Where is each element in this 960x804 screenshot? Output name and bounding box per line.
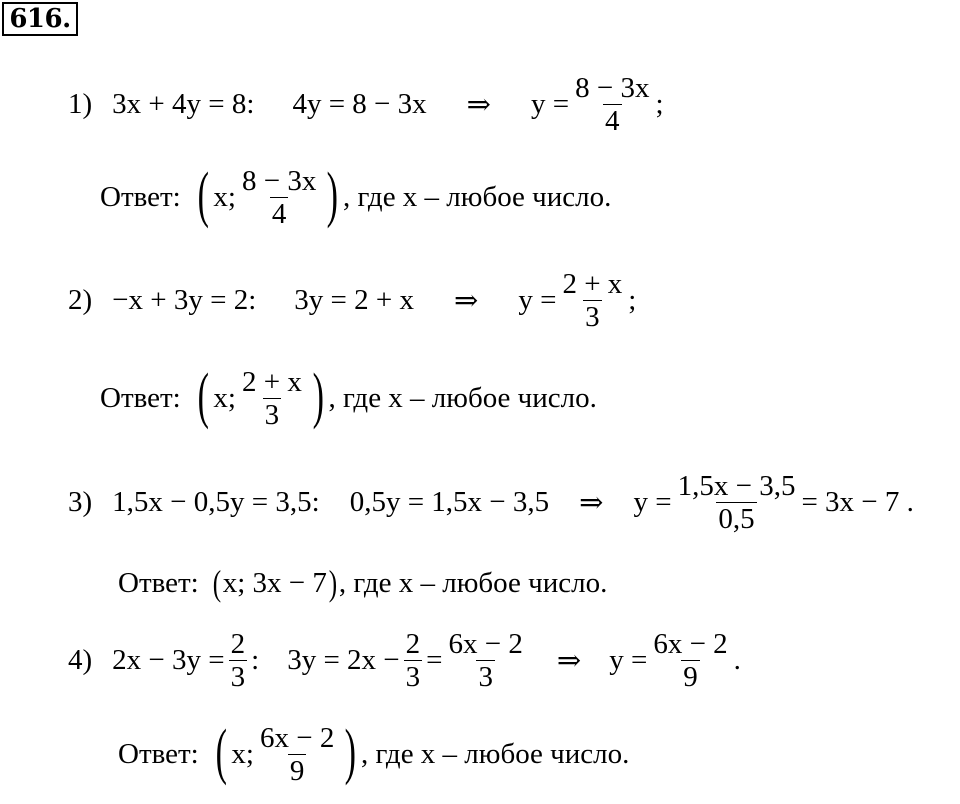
answer-label: Ответ:	[118, 566, 199, 599]
fraction-numerator: 2	[230, 628, 246, 660]
item-3-label: 3)	[68, 486, 93, 518]
implies-arrow: ⇒	[454, 285, 479, 317]
answer-fraction	[240, 366, 304, 431]
item-3-result-lhs: y =	[633, 486, 672, 518]
answer-tail: , где x – любое число.	[342, 181, 612, 213]
item-1-solution	[68, 72, 664, 137]
item-4-equation-lhs: 2x − 3y =	[112, 644, 225, 676]
fraction-numerator: 8 − 3x	[575, 72, 650, 104]
item-2-answer: Ответ: ( x; $\frac{2 + x}{3}$ ) , где x – любое число.	[100, 361, 597, 431]
item-3-result-end: = 3x − 7 .	[801, 486, 914, 518]
fraction-denominator: 3	[264, 399, 280, 431]
item-3-equation: 1,5x − 0,5y = 3,5:	[112, 486, 320, 518]
item-2-equation: −x + 3y = 2:	[112, 284, 257, 316]
item-4-answer: Ответ: ( x; $\frac{6x - 2}{9}$ ) , где x – любое число.	[118, 717, 630, 787]
fraction-denominator: 3	[478, 661, 493, 693]
fraction-denominator: 9	[683, 661, 698, 693]
implies-arrow: ⇒	[466, 89, 491, 121]
answer-inline: x; 3x − 7	[222, 566, 327, 599]
fraction-denominator: 0,5	[718, 503, 755, 535]
fraction-denominator: 9	[289, 755, 305, 787]
item-2-step: 3y = 2 + x	[294, 284, 415, 316]
item-4-step-fraction-2	[447, 628, 525, 693]
item-3-answer: Ответ: ( x; 3x − 7 ) , где x – любое число.	[118, 563, 608, 603]
item-1-answer: Ответ: ( x; $\frac{8 - 3x}{4}$ ) , где x – любое число.	[100, 160, 612, 230]
fraction-numerator: 2 + x	[562, 268, 623, 300]
fraction-denominator: 3	[230, 661, 246, 693]
item-4-step-eq: =	[426, 644, 443, 676]
answer-label: Ответ:	[118, 738, 199, 770]
implies-arrow: ⇒	[556, 645, 582, 677]
item-4-result-lhs: y =	[609, 644, 648, 676]
fraction-denominator: 4	[271, 198, 287, 230]
problem-number: 616.	[2, 2, 78, 36]
item-4-label: 4)	[68, 644, 93, 676]
fraction-denominator: 4	[605, 105, 620, 137]
item-1-result-lhs: y =	[530, 88, 570, 120]
fraction-numerator: 2	[405, 628, 421, 660]
fraction-numerator: 6x − 2	[259, 722, 335, 754]
answer-fraction	[240, 165, 318, 230]
answer-tail: , где x – любое число.	[338, 566, 608, 599]
fraction-denominator: 3	[585, 301, 600, 333]
item-1-equation: 3x + 4y = 8:	[112, 88, 255, 120]
implies-arrow: ⇒	[579, 487, 604, 519]
fraction-numerator: 8 − 3x	[241, 165, 317, 197]
item-4-equation-fraction	[229, 628, 248, 693]
item-4-step-fraction	[404, 628, 423, 693]
answer-x: x;	[213, 181, 236, 213]
answer-tail: , где x – любое число.	[328, 382, 597, 414]
fraction-numerator: 1,5x − 3,5	[677, 470, 796, 502]
fraction-numerator: 2 + x	[241, 366, 302, 398]
item-1-result-end: ;	[655, 88, 664, 120]
item-2-result-fraction	[560, 268, 624, 333]
item-1-label: 1)	[68, 88, 93, 120]
fraction-denominator: 3	[405, 661, 421, 693]
item-1-step: 4y = 8 − 3x	[292, 88, 427, 120]
item-3-result-fraction	[676, 470, 798, 535]
item-4-equation-end: :	[251, 644, 260, 676]
item-4-step-lhs: 3y = 2x −	[287, 644, 400, 676]
item-3-solution	[68, 470, 914, 535]
item-4-result-end: .	[733, 644, 741, 676]
fraction-numerator: 6x − 2	[448, 628, 523, 660]
answer-label: Ответ:	[100, 181, 181, 213]
item-2-result-end: ;	[628, 284, 637, 316]
item-3-step: 0,5y = 1,5x − 3,5	[349, 486, 550, 518]
answer-label: Ответ:	[100, 382, 181, 414]
item-4-solution	[68, 628, 741, 693]
item-1-result-fraction	[573, 72, 651, 137]
answer-fraction	[258, 722, 336, 787]
answer-x: x;	[231, 738, 254, 770]
fraction-numerator: 6x − 2	[653, 628, 728, 660]
answer-x: x;	[213, 382, 236, 414]
item-2-label: 2)	[68, 284, 93, 316]
item-2-solution	[68, 268, 636, 333]
answer-tail: , где x – любое число.	[360, 738, 630, 770]
item-4-result-fraction	[651, 628, 729, 693]
item-2-result-lhs: y =	[518, 284, 557, 316]
